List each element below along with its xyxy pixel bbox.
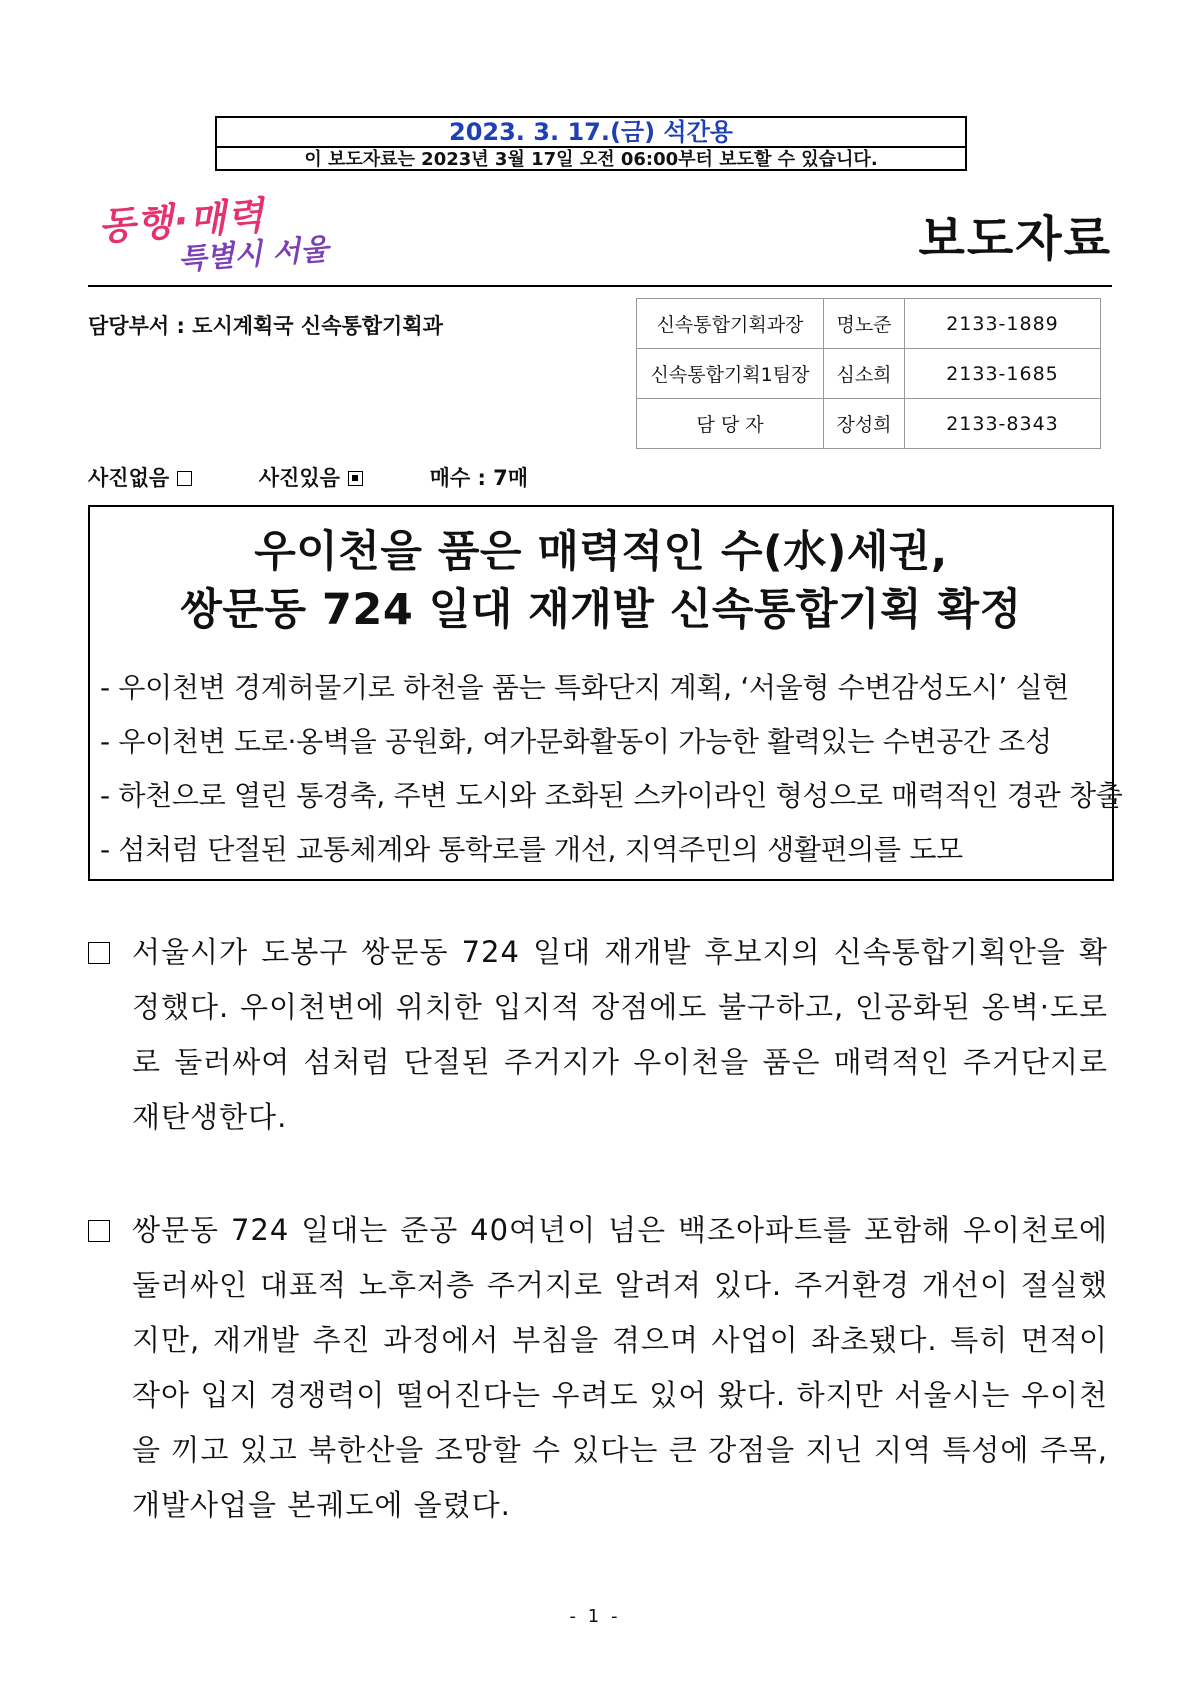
header-divider xyxy=(88,285,1112,287)
paragraph-bullet-box xyxy=(88,1220,110,1242)
page-number: - 1 - xyxy=(569,1606,621,1627)
contact-role: 신속통합기획과장 xyxy=(637,299,824,349)
paragraph-text: 서울시가 도봉구 쌍문동 724 일대 재개발 후보지의 신속통합기획안을 확정했다. 우이천변에 위치한 입지적 장점에도 불구하고, 인공화된 옹벽·도로로 둘러싸여 섬처럼 단절된 주거지가 우이천을 품은 매력적인 주거단지로 재탄생한다. xyxy=(132,935,1108,1134)
body-paragraph xyxy=(88,1203,1108,1533)
contact-role: 담 당 자 xyxy=(637,399,824,449)
no-photo-checkbox xyxy=(177,471,192,486)
contact-table xyxy=(636,298,1101,449)
contact-name: 장성희 xyxy=(824,399,905,449)
logo-slogan: 동행·매력 xyxy=(96,193,266,249)
doc-type-title: 보도자료 xyxy=(918,211,1112,267)
table-row xyxy=(637,349,1101,399)
photo-count: 매수 : 7매 xyxy=(429,466,529,490)
department: 담당부서 : 도시계획국 신속통합기획과 xyxy=(88,314,443,338)
list-item: - 하천으로 열린 통경축, 주변 도시와 조화된 스카이라인 형성으로 매력적인 경관 창출 xyxy=(100,779,1123,812)
contact-phone: 2133-1685 xyxy=(905,349,1101,399)
headline-box xyxy=(88,505,1123,881)
photo-checkbox xyxy=(348,471,363,486)
table-row xyxy=(637,299,1101,349)
paragraph-text: 쌍문동 724 일대는 준공 40여년이 넘은 백조아파트를 포함해 우이천로에 둘러싸인 대표적 노후저층 주거지로 알려져 있다. 주거환경 개선이 절실했지만, 재개발 추진 과정에서 부침을 겪으며 사업이 좌초됐다. 특히 면적이 작아 입지 경쟁력이 떨어진다는 우려도 있어 왔다. 하지만 서울시는 우이천을 끼고 있고 북한산을 조망할 수 있다는 큰 강점을 지닌 지역 특성에 주목, 개발사업을 본궤도에 올렸다. xyxy=(132,1213,1108,1522)
embargo-notice: 이 보도자료는 2023년 3월 17일 오전 06:00부터 보도할 수 있습니다. xyxy=(304,149,878,170)
embargo-box xyxy=(215,116,967,171)
photo-info xyxy=(88,462,528,492)
contact-phone: 2133-1889 xyxy=(905,299,1101,349)
list-item: - 우이천변 경계허물기로 하천을 품는 특화단지 계획, ‘서울형 수변감성도시’ 실현 xyxy=(100,671,1069,704)
list-item: - 우이천변 도로·옹벽을 공원화, 여가문화활동이 가능한 활력있는 수변공간 조성 xyxy=(100,725,1052,758)
seoul-logo xyxy=(96,186,330,277)
logo-city: 특별시 서울 xyxy=(177,231,330,277)
paragraph-bullet-box xyxy=(88,942,110,964)
contact-name: 심소희 xyxy=(824,349,905,399)
embargo-date: 2023. 3. 17.(금) 석간용 xyxy=(217,118,965,148)
no-photo-label: 사진없음 xyxy=(88,466,170,490)
contact-phone: 2133-8343 xyxy=(905,399,1101,449)
list-item: - 섬처럼 단절된 교통체계와 통학로를 개선, 지역주민의 생활편의를 도모 xyxy=(100,833,963,866)
table-row xyxy=(637,399,1101,449)
body-paragraph xyxy=(88,925,1108,1145)
contact-name: 명노준 xyxy=(824,299,905,349)
summary-bullets xyxy=(90,661,1123,877)
headline-line2: 쌍문동 724 일대 재개발 신속통합기획 확정 xyxy=(180,585,1022,635)
headline-line1: 우이천을 품은 매력적인 수(水)세권, xyxy=(254,527,948,577)
headline xyxy=(90,523,1112,639)
photo-label: 사진있음 xyxy=(258,466,340,490)
contact-role: 신속통합기획1팀장 xyxy=(637,349,824,399)
